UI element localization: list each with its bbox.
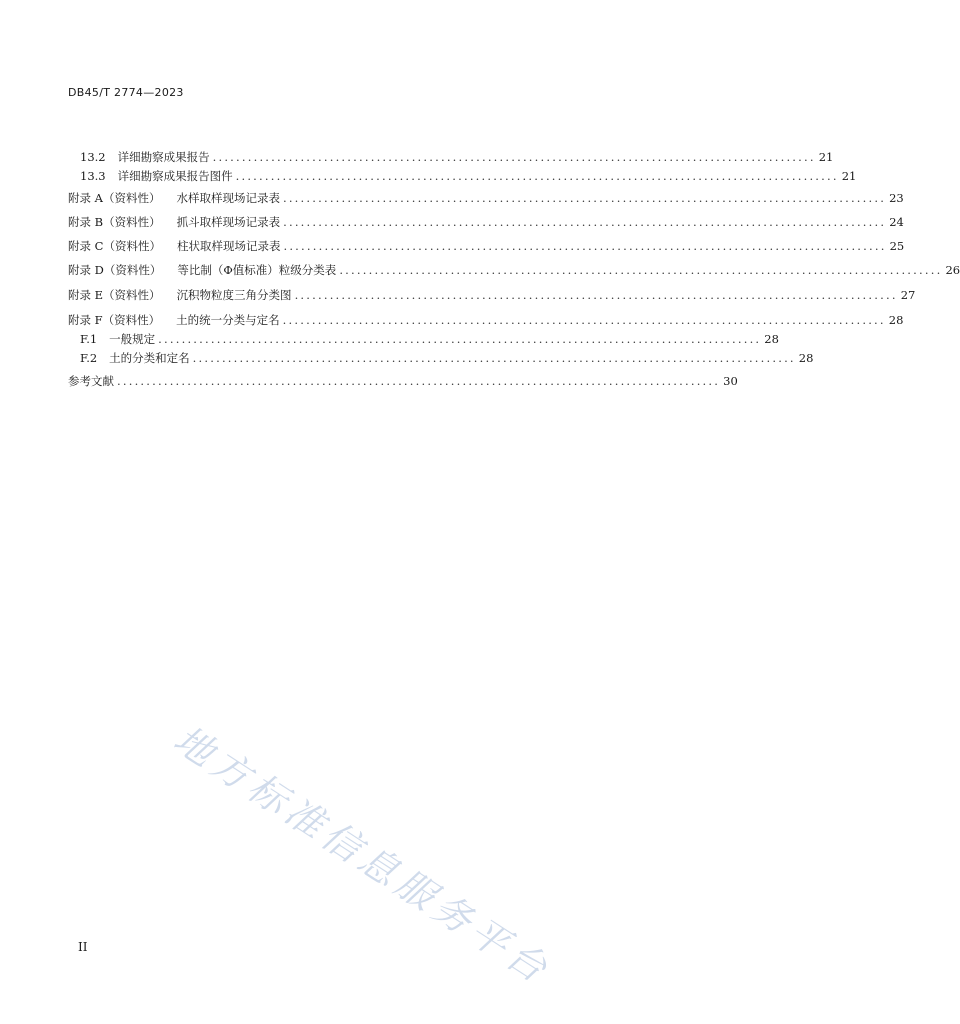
toc-entry-title: 抓斗取样现场记录表 — [176, 215, 281, 229]
toc-entry-number: F.2 — [80, 351, 98, 365]
toc-entry[interactable] — [68, 370, 738, 388]
toc-leader-dots: ....................................................................................................... — [212, 150, 816, 164]
toc-entry-title: 沉积物粒度三角分类图 — [176, 288, 292, 302]
toc-entry-title: 柱状取样现场记录表 — [176, 239, 281, 253]
toc-entry-page: 28 — [798, 351, 814, 365]
toc-entry-page: 28 — [764, 332, 779, 346]
toc-entry[interactable] — [68, 211, 904, 229]
toc-entry-number: 13.3 — [80, 169, 106, 183]
toc-leader-dots: ....................................................................................................... — [282, 313, 886, 327]
toc-entry[interactable] — [80, 347, 814, 365]
toc-leader-dots: ....................................................................................................... — [158, 332, 762, 346]
toc-leader-dots: ....................................................................................................... — [283, 239, 887, 253]
toc-entry-title: 详细勘察成果报告 — [117, 150, 210, 164]
toc-entry[interactable] — [68, 284, 916, 302]
toc-entry-number: 附录 F（资料性） — [68, 313, 161, 327]
toc-entry-number: F.1 — [80, 332, 98, 346]
toc-entry-number: 附录 D（资料性） — [68, 263, 162, 277]
toc-entry-number: 附录 E（资料性） — [68, 288, 161, 302]
toc-entry-page: 28 — [888, 313, 904, 327]
toc-entry-page: 27 — [900, 288, 916, 302]
toc-leader-dots: ....................................................................................................... — [235, 169, 839, 183]
toc-leader-dots: ....................................................................................................... — [294, 288, 898, 302]
toc-leader-dots: ....................................................................................................... — [282, 191, 887, 205]
toc-entry-page: 21 — [818, 150, 834, 164]
toc-entry-number: 附录 A（资料性） — [68, 191, 161, 205]
toc-entry[interactable] — [68, 235, 905, 253]
toc-entry-page: 21 — [841, 169, 857, 183]
toc-entry-number: 附录 C（资料性） — [68, 239, 161, 253]
toc-entry-number: 13.2 — [80, 150, 106, 164]
toc-entry-title: 水样取样现场记录表 — [176, 191, 280, 205]
toc-leader-dots: ....................................................................................................... — [283, 215, 887, 229]
toc-entry-page: 25 — [889, 239, 905, 253]
toc-leader-dots: ....................................................................................................... — [339, 263, 943, 277]
toc-entry-title: 详细勘察成果报告图件 — [117, 169, 233, 183]
toc-entry[interactable] — [80, 165, 857, 183]
page-number: II — [78, 940, 88, 954]
toc-leader-dots: ....................................................................................................... — [117, 374, 721, 388]
toc-entry-title: 等比制（Φ值标准）粒级分类表 — [177, 263, 337, 277]
toc-entry[interactable] — [68, 187, 904, 205]
toc-entry-title: 土的分类和定名 — [109, 351, 190, 365]
document-code: DB45/T 2774—2023 — [68, 86, 184, 99]
toc-entry-number: 附录 B（资料性） — [68, 215, 161, 229]
toc-entry-page: 26 — [945, 263, 960, 277]
toc-entry-title: 一般规定 — [109, 332, 156, 346]
toc-entry[interactable] — [68, 259, 960, 277]
toc-entry-page: 24 — [889, 215, 904, 229]
toc-entry[interactable] — [80, 328, 779, 346]
toc-entry-title: 土的统一分类与定名 — [176, 313, 280, 327]
toc-entry-title: 参考文献 — [68, 374, 114, 388]
toc-leader-dots: ....................................................................................................... — [192, 351, 796, 365]
toc-entry[interactable] — [68, 309, 904, 327]
toc-entry[interactable] — [80, 146, 834, 164]
toc-entry-page: 30 — [723, 374, 738, 388]
watermark-text: 地方标准信息服务平台 — [166, 716, 560, 994]
toc-entry-page: 23 — [889, 191, 904, 205]
